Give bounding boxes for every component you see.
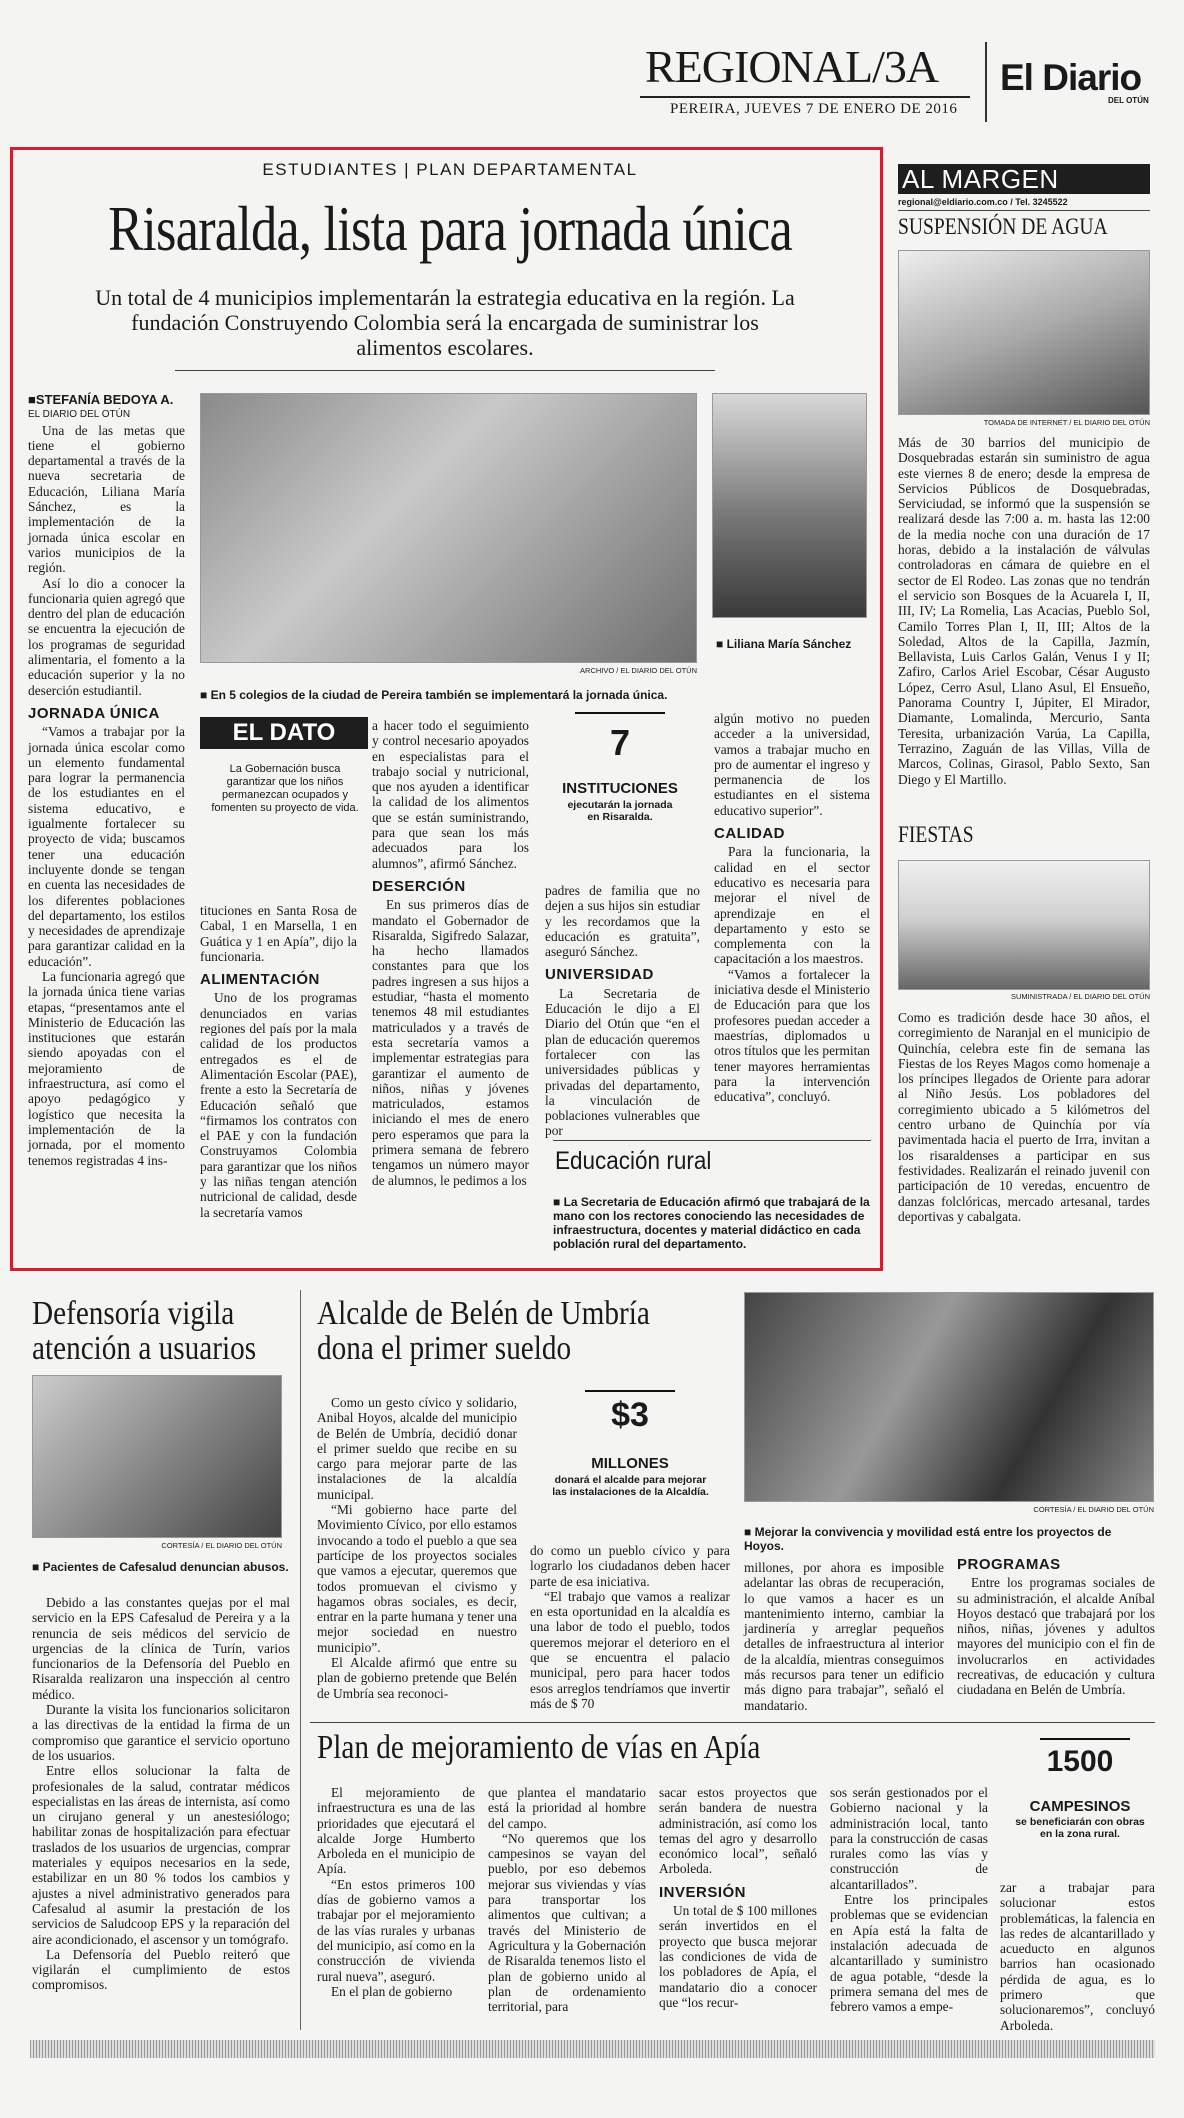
- alcalde-caption: ■ Mejorar la convivencia y movilidad está entre los proyectos de Hoyos.: [744, 1525, 1112, 1553]
- defensoria-body: [32, 1595, 290, 1993]
- paragraph: Como un gesto cívico y solidario, Anibal Hoyos, alcalde del municipio de Belén de Umbría, decidió donar el primer sueldo que recibe en su cargo para mejorar parte de las instalaciones de la alcaldía municipal.: [317, 1395, 517, 1502]
- alcalde-num-desc: donará el alcalde para mejorar las instalaciones de la Alcaldía.: [552, 1474, 709, 1498]
- alcalde-col-2: [530, 1543, 730, 1711]
- rural-rule: [553, 1140, 871, 1141]
- paragraph: Un total de $ 100 millones serán invertidos en el proyecto que busca mejorar las condiciones de vida de los pobladores de Apía, el mandatario dio a conocer que “los recur-: [659, 1903, 817, 2010]
- alcalde-num-label: MILLONES: [591, 1455, 669, 1472]
- deck-rule: [175, 370, 715, 371]
- paragraph: La funcionaria agregó que la jornada única tiene varias etapas, “presentamos ante el Ministerio de Educación las instituciones que estarán siendo apoyadas con el mejoramiento de infraestructura, así como el apoyo pedagógico y logístico que necesita la implementación de la jornada, por el momento tenemos registradas 4 ins-: [28, 968, 185, 1168]
- portrait-caption: ■ Liliana María Sánchez: [716, 637, 852, 651]
- main-headline: Risaralda, lista para jornada única: [108, 193, 792, 264]
- paragraph: Una de las metas que tiene el gobierno departamental a través de la nueva secretaria de Educación, Liliana María Sánchez, es la implementación de la jornada única escolar en varios municipios de la región.: [28, 422, 185, 576]
- classroom-photo: [200, 393, 697, 663]
- paragraph: Debido a las constantes quejas por el mal servicio en la EPS Cafesalud de Pereira y a la renuncia de seis médicos del servicio de urgencias de la clínica de Turín, varios funcionarios de la Defensoría del Pueblo en Risaralda realizaron una inspección al centro médico.: [32, 1595, 290, 1702]
- suspension-heading: SUSPENSIÓN DE AGUA: [898, 214, 1108, 239]
- header-divider: [985, 42, 987, 122]
- number-label: INSTITUCIONES: [562, 780, 678, 797]
- subhead-alimentacion: ALIMENTACIÓN: [200, 971, 320, 989]
- number-desc: ejecutarán la jornada en Risaralda.: [567, 799, 673, 823]
- alcalde-photo: [744, 1292, 1154, 1502]
- apia-col-1: [317, 1785, 475, 1999]
- alcalde-col-1: [317, 1395, 517, 1701]
- el-dato-text: La Gobernación busca garantizar que los niños permanezcan ocupados y fomenten su proyecto de vida.: [211, 763, 359, 814]
- edu-rural-title: Educación rural: [555, 1147, 712, 1175]
- byline: ■STEFANÍA BEDOYA A.: [28, 392, 174, 407]
- main-column-2: [200, 903, 357, 1220]
- paragraph: La Defensoría del Pueblo reiteró que vigilarán el cumplimiento de estos compromisos.: [32, 1946, 290, 1993]
- church-credit: SUMINISTRADA / EL DIARIO DEL OTÚN: [1010, 992, 1150, 1001]
- apia-num-desc: se beneficiarán con obras en la zona rural.: [1015, 1816, 1145, 1840]
- paragraph: do como un pueblo cívico y para lograrlo los ciudadanos deben hacer parte de esa iniciativa.: [530, 1543, 730, 1589]
- paragraph: Uno de los programas denunciados en varias regiones del país por la mala calidad de los productos entregados es el de Alimentación Escolar (PAE), frente a esto la Secretaría de Educación señaló que “firmamos los contratos con el PAE y con la fundación Construyamos Colombia para garantizar que los niños y las niñas tengan atención nutricional de calidad, desde la secretaría vamos: [200, 990, 357, 1220]
- alcalde-headline: Alcalde de Belén de Umbría dona el primer sueldo: [317, 1295, 650, 1367]
- subhead-programas: PROGRAMAS: [957, 1556, 1061, 1573]
- paragraph: “Mi gobierno hace parte del Movimiento Cívico, por ello estamos invocando a todo el pueblo a que sea partícipe de los proyectos sociales que vamos a ejecutar, queremos que todos promuevan el civismo y hagamos obras sociales, es decir, entrar en la parte humana y tener una mejor sociedad en nuestro municipio”.: [317, 1502, 517, 1655]
- photo-caption: ■ En 5 colegios de la ciudad de Pereira también se implementará la jornada única.: [200, 688, 668, 702]
- fiestas-text: Como es tradición desde hace 30 años, el corregimiento de Naranjal en el municipio de Quinchía, celebra este fin de semana las Fiestas de los Reyes Magos como homenaje a los príncipes llegados de Oriente para adorar al Niño Jesús. Los pobladores del corregimiento ubicado a 5 kilómetros del centro urbano de Quinchía por vía pavimentada hacia el puerto de Irra, invitan a los risaraldenses a participar en sus festividades. Realizarán el reinado juvenil con participación de 10 veredas, encuentro de danzas folclóricas, mercado artesanal, tardes deportivas y cabalgata.: [898, 1010, 1150, 1224]
- paragraph: El mejoramiento de infraestructura es una de las prioridades que ejecutará el alcalde Jorge Humberto Arboleda en el municipio de Apía.: [317, 1785, 475, 1877]
- alcalde-col-3: millones, por ahora es imposible adelantar las obras de recuperación, lo que vamos a hacer es un mantenimiento interno, cambiar la jardinería y arreglar pequeños detalles de infraestructura al interior de la alcaldía, mientras conseguimos más recursos para tener un edificio más digno para trabajar”, señaló el mandatario.: [744, 1560, 944, 1713]
- paragraph: padres de familia que no dejen a sus hijos sin estudiar y les recordamos que la educación es gratuita”, aseguró Sánchez.: [545, 883, 700, 960]
- paragraph: Así lo dio a conocer la funcionaria quien agregó que dentro del plan de educación se encuentra la ejecución de los programas de seguridad alimentaria, el fomento a la educación superior y la no deserción estudiantil.: [28, 575, 185, 698]
- newspaper-logo-sub: DEL OTÚN: [1108, 96, 1149, 105]
- paragraph: algún motivo no pueden acceder a la universidad, vamos a trabajar mucho en pro de aumentar el ingreso y permanencia de los estudiantes en el sistema educativo superior”.: [714, 711, 870, 818]
- defensoria-caption: ■ Pacientes de Cafesalud denuncian abusos.: [32, 1560, 289, 1574]
- paragraph: tituciones en Santa Rosa de Cabal, 1 en Marsella, 1 en Guática y 1 en Apía”, dijo la funcionaria.: [200, 903, 357, 964]
- paragraph: sos serán gestionados por el Gobierno nacional y la administración local, tanto para la construcción de casas rurales como las vías y construcción de alcantarillados”.: [830, 1785, 988, 1892]
- main-deck: Un total de 4 municipios implementarán la estrategia educativa en la región. La fundación Construyendo Colombia será la encargada de suministrar los alimentos escolares.: [95, 285, 795, 360]
- bottom-strip: [30, 2040, 1155, 2058]
- apia-num-label: CAMPESINOS: [1029, 1798, 1131, 1815]
- paragraph: Para la funcionaria, la calidad en el sector educativo es necesaria para mejorar el nivel de aprendizaje en el departamento y esto se complementa con la capacitación a los maestros.: [714, 844, 870, 967]
- subhead-universidad: UNIVERSIDAD: [545, 966, 654, 984]
- paragraph: En el plan de gobierno: [331, 1983, 453, 1999]
- section-title: REGIONAL/3A: [645, 41, 939, 92]
- column-divider: [300, 1290, 301, 2030]
- paragraph: Entre los programas sociales de su administración, el alcalde Aníbal Hoyos destacó que trabajará por los niños, niñas, jóvenes y adultos mayores del municipio con el fin de involucrarlos en actividades recreativas, de educación y cultura ciudadana en Belén de Umbría.: [957, 1575, 1155, 1698]
- paragraph: En sus primeros días de mandato el Gobernador de Risaralda, Sigifredo Salazar, ha hecho llamados constantes para que los padres ingresen a sus hijos a estudiar, “hasta el momento tenemos 48 mil estudiantes matriculados y a través de esta secretaría vamos a implementar estrategias para garantizar el aumento de niños, niñas y jóvenes matriculados, estamos iniciando el mes de enero pero esperamos que para la primera semana de febrero tengamos un número mayor de alumnos, le pedimos a los: [372, 897, 529, 1188]
- main-column-4: [545, 883, 700, 1139]
- paragraph: “No queremos que los campesinos se vayan del pueblo, por eso debemos mejorar sus viviendas y vías para transportar los alimentos que cultivan; a través del Ministerio de Agricultura y la Gobernación de Risaralda tenemos listo el plan de gobierno unido al plan de ordenamiento territorial, para: [488, 1830, 646, 2015]
- paragraph: Entre los principales problemas que se evidencian en Apía está la falta de instalación adecuada de alcantarillado y suministro de agua potable, “desde la primera semana del mes de febrero vamos a empe-: [830, 1892, 988, 2015]
- paragraph: “Vamos a fortalecer la iniciativa desde el Ministerio de Educación para que los profesores puedan acceder a maestrías, diplomados u otros títulos que les permitan tener mayores herramientas para la intervención educativa”, concluyó.: [714, 966, 870, 1105]
- fiestas-heading: FIESTAS: [898, 822, 974, 847]
- newspaper-logo: El Diario: [1000, 57, 1142, 98]
- paragraph: “El trabajo que vamos a realizar en esta oportunidad en la alcaldía es una labor de todo el pueblo, todos queremos mejorar el deterioro en el que se encuentra el palacio municipal, pero para hacer todos esos arreglos tendríamos que invertir más de $ 70: [530, 1588, 730, 1711]
- edition-date: PEREIRA, JUEVES 7 DE ENERO DE 2016: [670, 101, 958, 117]
- apia-num-rule: [1040, 1738, 1130, 1740]
- faucet-photo: [898, 250, 1150, 415]
- side-rule: [898, 210, 1150, 211]
- photo-credit: ARCHIVO / EL DIARIO DEL OTÚN: [580, 666, 697, 675]
- defensoria-headline: Defensoría vigila atención a usuarios: [32, 1295, 257, 1367]
- main-column-5: [714, 711, 870, 1104]
- apia-headline: Plan de mejoramiento de vías en Apía: [317, 1729, 761, 1766]
- apia-big-number: 1500: [1046, 1745, 1114, 1778]
- subhead-inversion: INVERSIÓN: [659, 1883, 747, 1901]
- main-column-3: [372, 718, 529, 1188]
- alcalde-credit: CORTESÍA / EL DIARIO DEL OTÚN: [1033, 1505, 1154, 1514]
- portrait-photo: [712, 393, 867, 618]
- alcalde-col-4: [957, 1557, 1155, 1698]
- apia-rule: [310, 1722, 1155, 1723]
- paragraph: “En estos primeros 100 días de gobierno vamos a trabajar por el mejoramiento de las vías rurales y urbanas del municipio, así como en la construcción de vivienda rural nueva”, aseguró.: [317, 1876, 475, 1984]
- byline-outlet: EL DIARIO DEL OTÚN: [28, 409, 131, 421]
- faucet-credit: TOMADA DE INTERNET / EL DIARIO DEL OTÚN: [983, 418, 1150, 427]
- el-dato-title: EL DATO: [200, 717, 368, 749]
- paragraph: a hacer todo el seguimiento y control necesario apoyados en especialistas para el trabajo social y nutricional, que nos ayuden a identificar la calidad de los alimentos que se están suministrando, para que sean los más adecuados para los alumnos”, afirmó Sánchez.: [372, 718, 529, 871]
- paragraph: Entre ellos solucionar la falta de profesionales de la salud, contratar médicos especialistas en las áreas de internista, así como un cirujano general y un anestesiólogo; habilitar zonas de hospitalización para efectuar traslados de los usuarios de urgencias, comprar materiales y equipos necesarios en la sede, estabilizar en un 80 % todos los cambios y ajustes a nivel administrativo generados para Cafesalud al asumir la prestación de los servicios de Saludcoop EPS y la reparación del aire acondicionado, el ascensor y un tomógrafo.: [32, 1763, 290, 1947]
- apia-col-2: [488, 1785, 646, 2014]
- defensoria-photo: [32, 1375, 282, 1538]
- edu-rural-text: ■ La Secretaria de Educación afirmó que trabajará de la mano con los rectores conociendo las necesidades de infraestructura, docentes y material didáctico en cada población rural del departamento.: [553, 1195, 870, 1251]
- suspension-text: Más de 30 barrios del municipio de Dosquebradas estarán sin suministro de agua este viernes 8 de enero; desde la empresa de Servicios Públicos de Dosquebradas, Serviciudad, se informó que la suspensión se realizará desde las 7:00 a. m. hasta las 12:00 de la media noche con una duración de 17 horas, debido a la instalación de válvulas controladoras en cámara de quiebre en el sector de El Rodeo. Las zonas que no tendrán el servicio son Bosques de la Acuarela I, II, III, IV; La Romelia, Las Acacias, Pueblo Sol, Camilo Torres Plan I, II, III; Altos de la Soledad, Altos de la Capilla, Jazmín, Bellavista, Luis Carlos Galán, Venus I y II; Zafiro, Carlos Ariel Escobar, César Augusto López, Cerro Asul, Llano Asul, El Ensueño, Panorama Country I, Júpiter, El Mirador, Diamante, Lomalinda, Mercurio, Santa Teresita, urbanización Varúa, La Capilla, Terrazino, Zaguán de las Villas, Villa de Marcos, Colinas, Girasol, Pablo Sexto, San Diego y El Martillo.: [898, 435, 1150, 787]
- al-margen-contact: regional@eldiario.com.co / Tel. 3245522: [898, 197, 1068, 207]
- apia-col-3: [659, 1785, 817, 2010]
- paragraph: La Secretaria de Educación le dijo a El Diario del Otún que “en el plan de educación queremos fortalecer con las universidades públicas y privadas del departamento, la vinculación de poblaciones vulnerables que por: [545, 985, 700, 1139]
- al-margen-title: AL MARGEN: [898, 164, 1150, 194]
- header-rule: [640, 96, 970, 98]
- church-photo: [898, 860, 1150, 990]
- main-column-1: [28, 392, 185, 1168]
- paragraph: que plantea el mandatario está la prioridad al hombre del campo.: [488, 1785, 646, 1831]
- paragraph: sacar estos proyectos que serán bandera de nuestra administración, así como los temas del agro y desarrollo económico local”, señaló Arboleda.: [659, 1785, 817, 1877]
- paragraph: El Alcalde afirmó que entre su plan de gobierno pretende que Belén de Umbría sea reconoci-: [317, 1655, 517, 1701]
- apia-col-4: [830, 1785, 988, 2014]
- subhead-calidad: CALIDAD: [714, 825, 785, 843]
- subhead-desercion: DESERCIÓN: [372, 877, 466, 895]
- paragraph: “Vamos a trabajar por la jornada única escolar como un elemento fundamental para lograr la permanencia de los estudiantes en el sistema educativo, e igualmente fortalecer su proyecto de vida; buscamos tener una educación incluyente donde se tengan en cuenta las necesidades de los diferentes poblaciones del departamento, los estilos y necesidades de aprendizaje para garantizar calidad en la educación”.: [28, 724, 185, 969]
- defensoria-credit: CORTESÍA / EL DIARIO DEL OTÚN: [161, 1541, 282, 1550]
- big-number-7: 7: [609, 722, 631, 763]
- apia-col-5: zar a trabajar para solucionar estos problemáticas, la falencia en las redes de alcantarillado y acueducto en algunos barrios han ocasionado pérdida de agua, es lo primero que solucionaremos”, concluyó Arboleda.: [1000, 1880, 1155, 2033]
- number-rule: [575, 712, 665, 714]
- alcalde-num-rule: [585, 1390, 675, 1392]
- alcalde-big-number: $3: [611, 1396, 649, 1434]
- subhead-jornada: JORNADA ÚNICA: [28, 704, 160, 722]
- main-kicker: ESTUDIANTES | PLAN DEPARTAMENTAL: [262, 160, 638, 179]
- paragraph: Durante la visita los funcionarios solicitaron a las directivas de la entidad la firma de un compromiso que garantice el servicio oportuno de los usuarios.: [32, 1702, 290, 1763]
